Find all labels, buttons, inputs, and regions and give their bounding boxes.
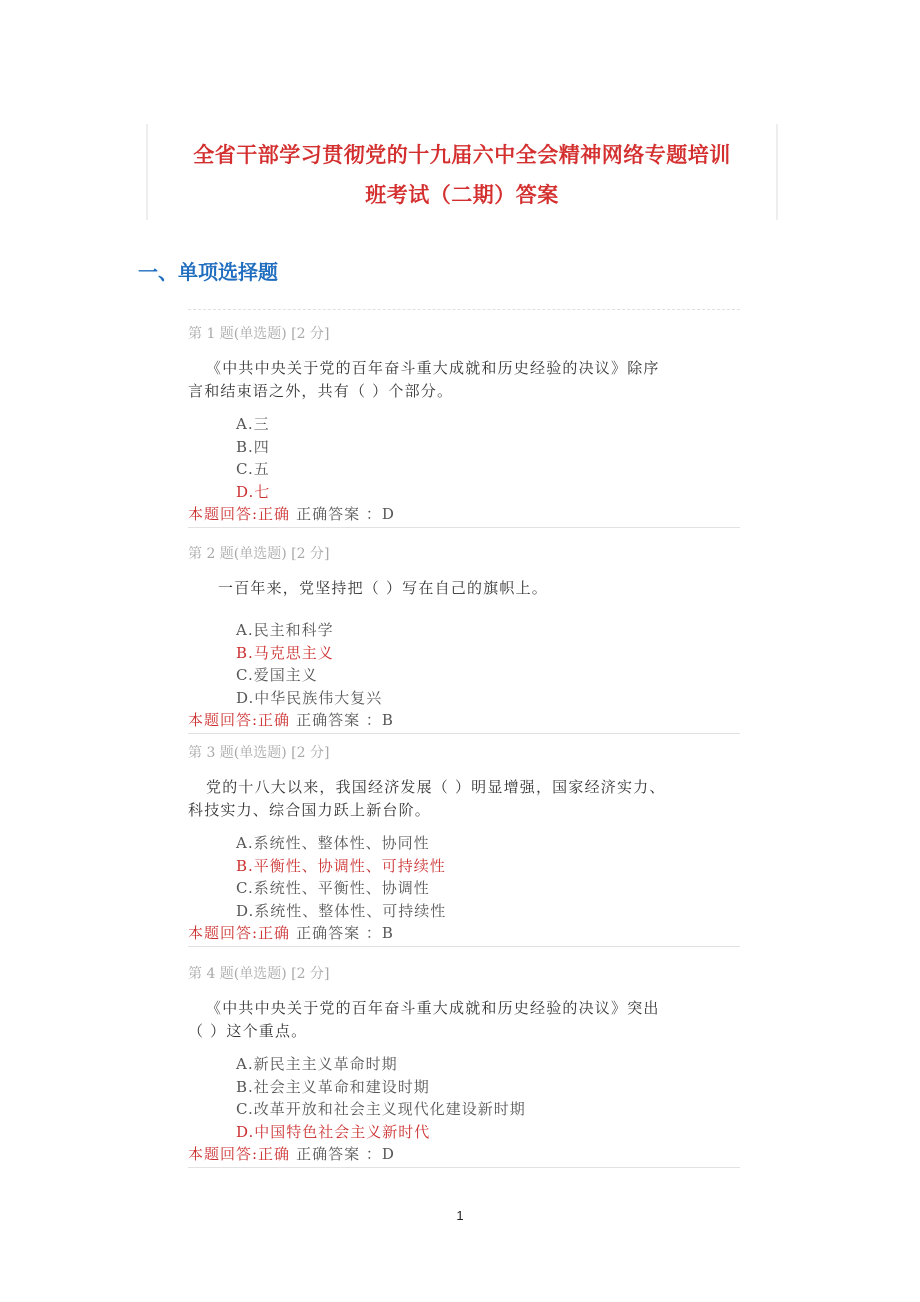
option-d: D.中国特色社会主义新时代: [236, 1122, 431, 1141]
question-text-line: 一百年来，党坚持把（ ）写在自己的旗帜上。: [218, 579, 548, 597]
question-text: [188, 357, 744, 403]
option-d: D.七: [236, 482, 271, 501]
option-c: C.系统性、平衡性、协调性: [236, 879, 430, 897]
document-title: [146, 124, 778, 220]
divider: [188, 309, 740, 310]
question-divider: [188, 946, 740, 947]
question-text: [188, 997, 744, 1043]
correct-answer: 正确答案 ：B: [296, 924, 394, 942]
result-label: 本题回答:正确: [188, 711, 291, 729]
question-text-line: 科技实力、综合国力跃上新台阶。: [188, 801, 432, 819]
correct-answer: 正确答案 ：D: [296, 505, 395, 523]
title-line-2: 班考试（二期）答案: [365, 183, 559, 207]
option-a: A.三: [236, 415, 270, 433]
options-list: [188, 619, 744, 709]
question-divider: [188, 1167, 740, 1168]
option-c: C.改革开放和社会主义现代化建设新时期: [236, 1100, 526, 1118]
correct-answer: 正确答案 ：B: [296, 711, 394, 729]
result-label: 本题回答:正确: [188, 1145, 291, 1163]
option-d: D.系统性、整体性、可持续性: [236, 901, 447, 920]
option-c: C.爱国主义: [236, 666, 318, 684]
question-2: [188, 543, 744, 734]
option-a: A.民主和科学: [236, 621, 334, 639]
question-text-line: 言和结束语之外，共有（ ）个部分。: [188, 382, 454, 400]
question-3: [188, 742, 744, 947]
question-divider: [188, 527, 740, 528]
result-line: [188, 1143, 744, 1165]
question-1: [188, 323, 744, 528]
question-text-line: （ ）这个重点。: [188, 1022, 308, 1040]
result-label: 本题回答:正确: [188, 505, 291, 523]
question-text-line: 《中共中央关于党的百年奋斗重大成就和历史经验的决议》突出: [206, 999, 660, 1017]
option-a: A.新民主主义革命时期: [236, 1055, 398, 1073]
question-4: [188, 963, 744, 1168]
option-a: A.系统性、整体性、协同性: [236, 834, 430, 852]
correct-answer: 正确答案 ：D: [296, 1145, 395, 1163]
option-c: C.五: [236, 460, 270, 478]
option-d: D.中华民族伟大复兴: [236, 688, 383, 707]
options-list: [188, 1053, 744, 1143]
page-number: 1: [456, 1208, 464, 1223]
question-header: 第 2 题(单选题) [2 分]: [188, 546, 330, 562]
options-list: [188, 832, 744, 922]
question-header: 第 3 题(单选题) [2 分]: [188, 745, 330, 761]
result-label: 本题回答:正确: [188, 924, 291, 942]
option-b: B.社会主义革命和建设时期: [236, 1077, 430, 1096]
result-line: [188, 709, 744, 731]
question-divider: [188, 733, 740, 734]
option-b: B.四: [236, 437, 270, 456]
question-text-line: 《中共中央关于党的百年奋斗重大成就和历史经验的决议》除序: [206, 359, 660, 377]
result-line: [188, 503, 744, 525]
title-line-1: 全省干部学习贯彻党的十九届六中全会精神网络专题培训: [193, 143, 731, 167]
section-heading: 一、单项选择题: [138, 260, 278, 284]
question-header: 第 4 题(单选题) [2 分]: [188, 966, 330, 982]
option-b: B.马克思主义: [236, 643, 334, 662]
question-header: 第 1 题(单选题) [2 分]: [188, 326, 330, 342]
question-text: [188, 577, 744, 600]
question-text-line: 党的十八大以来，我国经济发展（ ）明显增强，国家经济实力、: [206, 778, 666, 796]
result-line: [188, 922, 744, 944]
options-list: [188, 413, 744, 503]
option-b: B.平衡性、协调性、可持续性: [236, 856, 446, 875]
question-text: [188, 776, 744, 822]
